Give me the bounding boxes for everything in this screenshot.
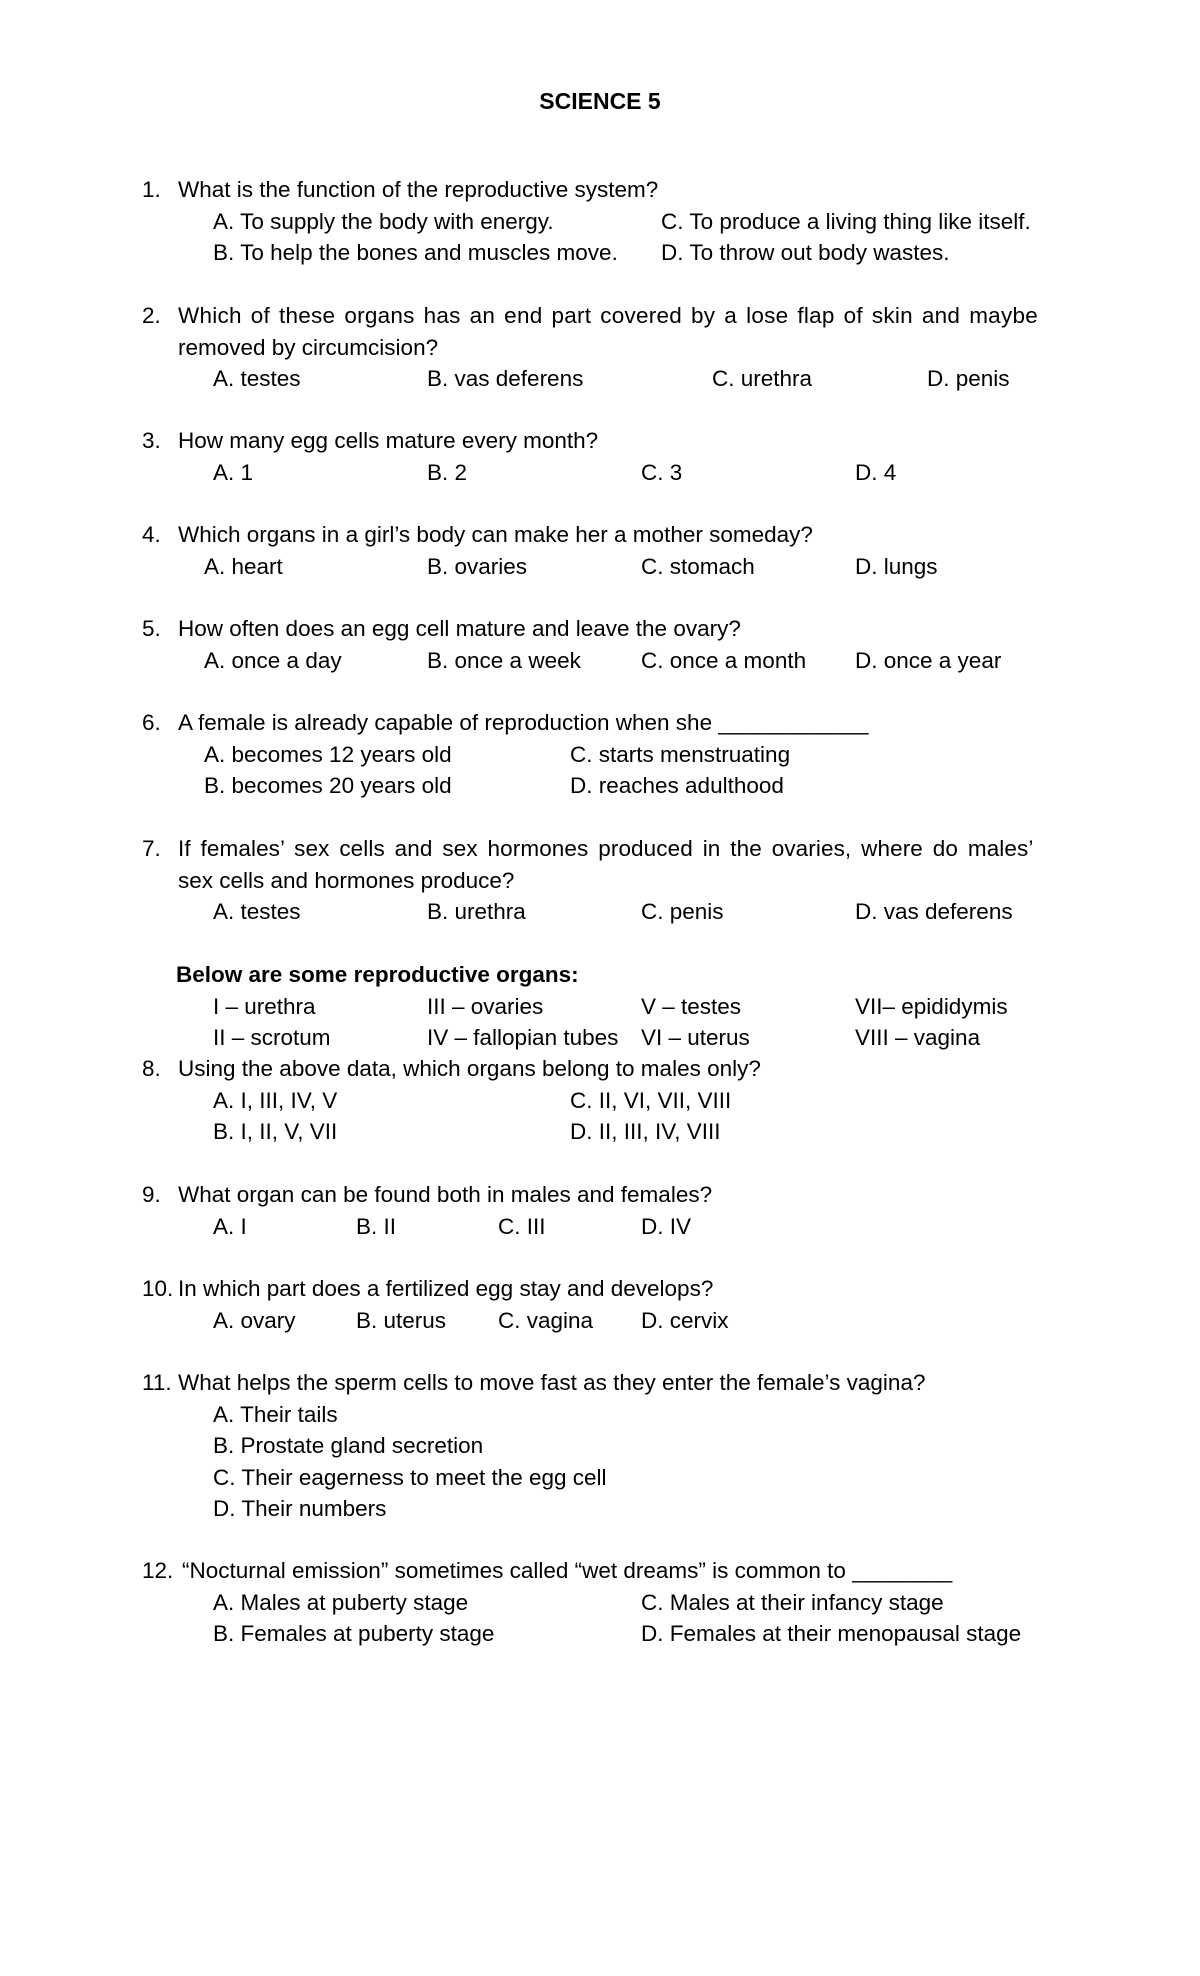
option-d: D. reaches adulthood xyxy=(570,773,784,798)
question-8 xyxy=(142,1053,1062,1148)
option-b: B. To help the bones and muscles move. xyxy=(213,240,618,265)
question-12 xyxy=(142,1555,1062,1650)
option-a: A. once a day xyxy=(204,647,342,673)
option-a: A. testes xyxy=(213,899,301,924)
question-number: 4. xyxy=(142,522,161,547)
option-d: D. II, III, IV, VIII xyxy=(570,1119,721,1144)
question-number: 2. xyxy=(142,303,161,328)
question-number: 7. xyxy=(142,836,161,861)
question-number: 5. xyxy=(142,616,161,641)
question-text: “Nocturnal emission” sometimes called “wet dreams” is common to ________ xyxy=(182,1558,953,1583)
option-d: D. lungs xyxy=(855,553,938,579)
option-d: D. Their numbers xyxy=(213,1496,387,1521)
page-title: SCIENCE 5 xyxy=(539,88,661,114)
question-7 xyxy=(142,833,1062,928)
organ-list-heading: Below are some reproductive organs: xyxy=(176,962,579,987)
option-b: B. urethra xyxy=(427,899,526,924)
question-text: What is the function of the reproductive system? xyxy=(178,177,659,202)
option-b: B. ovaries xyxy=(427,553,528,579)
question-text: If females’ sex cells and sex hormones produced in the ovaries, where do males’ xyxy=(178,836,1034,861)
option-d: D. IV xyxy=(641,1213,692,1239)
question-number: 3. xyxy=(142,428,161,453)
option-c: C. II, VI, VII, VIII xyxy=(570,1087,732,1113)
option-a: A. To supply the body with energy. xyxy=(213,208,554,234)
question-number: 8. xyxy=(142,1056,161,1081)
option-c: C. Their eagerness to meet the egg cell xyxy=(213,1464,607,1490)
option-b: B. II xyxy=(356,1213,397,1239)
question-number: 9. xyxy=(142,1182,161,1207)
option-c: C. stomach xyxy=(641,553,755,579)
question-number: 6. xyxy=(142,710,161,735)
option-c: C. Males at their infancy stage xyxy=(641,1589,944,1615)
question-4 xyxy=(142,519,1062,582)
option-c: C. 3 xyxy=(641,459,683,485)
option-d: D. penis xyxy=(927,366,1010,391)
option-b: B. I, II, V, VII xyxy=(213,1119,338,1144)
option-b: B. Females at puberty stage xyxy=(213,1621,495,1646)
option-c: C. once a month xyxy=(641,647,807,673)
question-text: Using the above data, which organs belong to males only? xyxy=(178,1056,761,1081)
question-text: How often does an egg cell mature and leave the ovary? xyxy=(178,616,741,641)
option-c: C. starts menstruating xyxy=(570,741,791,767)
question-text: How many egg cells mature every month? xyxy=(178,428,599,453)
organ-i: I – urethra xyxy=(213,993,316,1019)
option-b: B. 2 xyxy=(427,459,468,485)
option-b: B. once a week xyxy=(427,647,581,673)
option-d: D. Females at their menopausal stage xyxy=(641,1621,1022,1646)
option-a: A. I xyxy=(213,1213,247,1239)
question-1 xyxy=(142,174,1062,269)
option-a: A. ovary xyxy=(213,1307,296,1333)
question-text: Which organs in a girl’s body can make her a mother someday? xyxy=(178,522,813,547)
option-c: C. vagina xyxy=(498,1307,594,1333)
organ-vii: VII– epididymis xyxy=(855,993,1008,1019)
question-text-continued: sex cells and hormones produce? xyxy=(178,867,515,893)
question-text: A female is already capable of reproduction when she ____________ xyxy=(178,710,869,735)
option-c: C. III xyxy=(498,1213,546,1239)
organ-iii: III – ovaries xyxy=(427,993,544,1019)
option-a: A. becomes 12 years old xyxy=(204,741,452,767)
option-a: A. 1 xyxy=(213,459,254,485)
question-10 xyxy=(142,1273,1062,1336)
question-number: 12. xyxy=(142,1558,174,1583)
question-text: In which part does a fertilized egg stay and develops? xyxy=(178,1276,714,1301)
option-b: B. uterus xyxy=(356,1307,447,1333)
option-b: B. Prostate gland secretion xyxy=(213,1433,484,1458)
option-c: C. urethra xyxy=(712,366,813,391)
question-text-continued: removed by circumcision? xyxy=(178,334,439,360)
question-number: 1. xyxy=(142,177,161,202)
question-6 xyxy=(142,707,1062,802)
organ-iv: IV – fallopian tubes xyxy=(427,1025,619,1050)
option-a: A. I, III, IV, V xyxy=(213,1087,338,1113)
option-d: D. vas deferens xyxy=(855,899,1013,924)
option-d: D. To throw out body wastes. xyxy=(661,240,950,265)
question-2 xyxy=(142,300,1062,395)
organ-list xyxy=(142,959,1062,1054)
option-b: B. vas deferens xyxy=(427,366,584,391)
question-3 xyxy=(142,425,1062,488)
question-5 xyxy=(142,613,1062,676)
option-a: A. heart xyxy=(204,553,283,579)
option-d: D. once a year xyxy=(855,647,1002,673)
option-c: C. penis xyxy=(641,899,724,924)
organ-v: V – testes xyxy=(641,993,742,1019)
question-number: 11. xyxy=(142,1370,172,1395)
question-text: What helps the sperm cells to move fast as they enter the female’s vagina? xyxy=(178,1370,926,1395)
question-11 xyxy=(142,1367,1062,1525)
option-b: B. becomes 20 years old xyxy=(204,773,452,798)
option-a: A. testes xyxy=(213,366,301,391)
option-d: D. 4 xyxy=(855,459,897,485)
question-text: Which of these organs has an end part covered by a lose flap of skin and maybe xyxy=(178,303,1038,328)
organ-vi: VI – uterus xyxy=(641,1025,750,1050)
option-a: A. Their tails xyxy=(213,1401,338,1427)
option-c: C. To produce a living thing like itself. xyxy=(661,208,1031,234)
option-a: A. Males at puberty stage xyxy=(213,1589,469,1615)
organ-viii: VIII – vagina xyxy=(855,1025,981,1050)
question-text: What organ can be found both in males and females? xyxy=(178,1182,713,1207)
question-9 xyxy=(142,1179,1062,1242)
question-number: 10. xyxy=(142,1276,174,1301)
organ-ii: II – scrotum xyxy=(213,1025,331,1050)
option-d: D. cervix xyxy=(641,1307,729,1333)
